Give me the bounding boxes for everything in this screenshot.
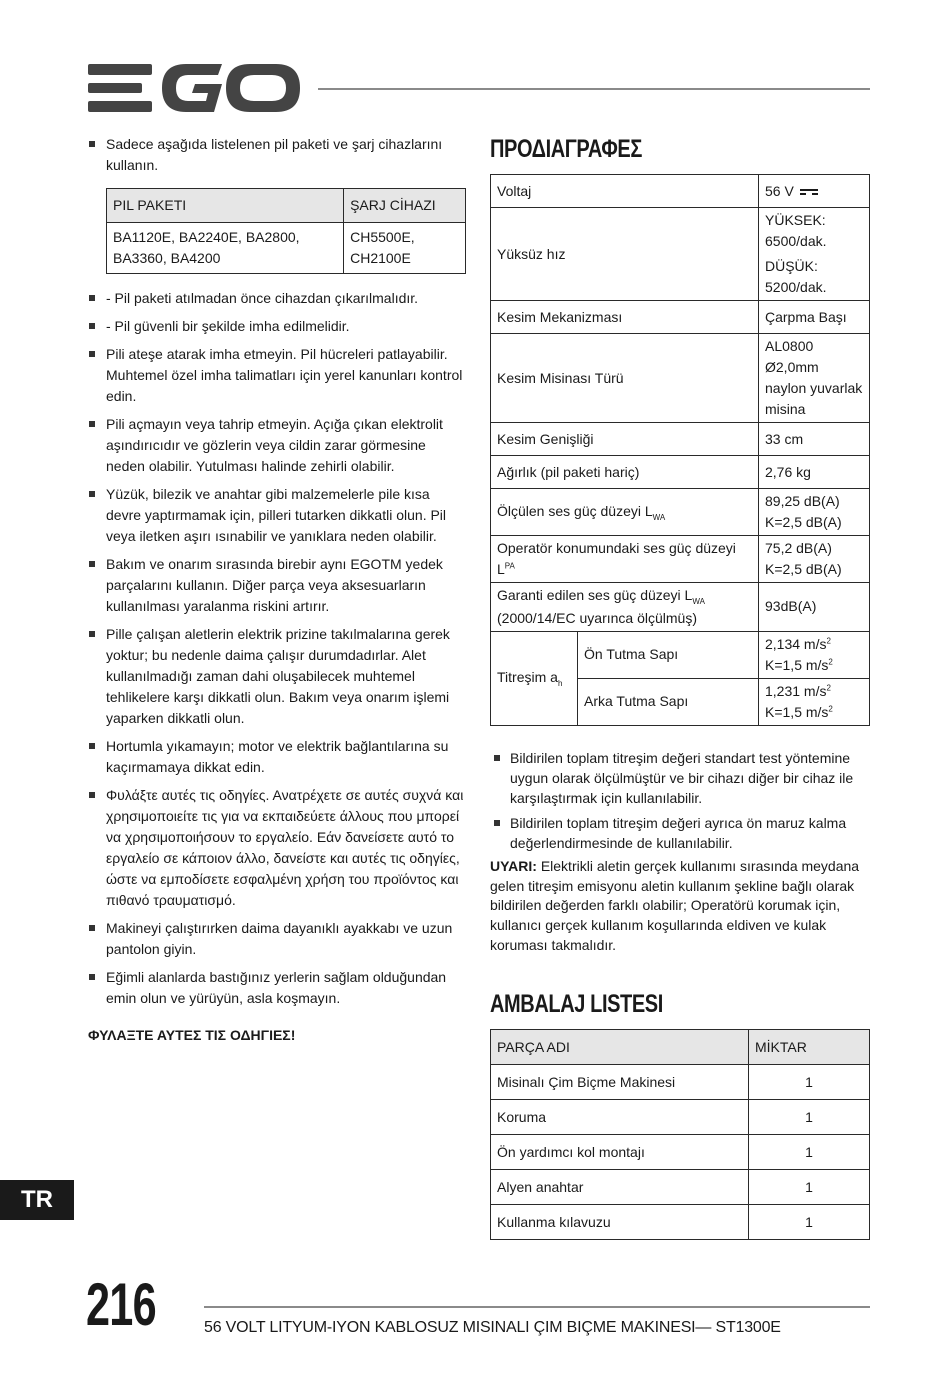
list-item: Φυλάξτε αυτές τις οδηγίες. Ανατρέχετε σε αυτές συχνά και χρησιμοποιείτε τις για να εκπαιδεύετε άλλους που μπορεί να χρησιμοποιήσουν το εργαλείο. Εάν δανείσετε αυτό το εργαλείο σε κάποιον άλλο, δανείστε και αυτές τις οδηγίες, ώστε να εμποδίσετε εσφαλμένη χρήση του προϊόντος και πιθανό τραυματισμό.: [88, 785, 468, 911]
spec-sublabel: Arka Tutma Sapı: [578, 678, 759, 725]
dc-symbol-icon: [800, 188, 818, 196]
list-item: - Pil paketi atılmadan önce cihazdan çıkarılmalıdır.: [88, 288, 468, 309]
spec-value: [759, 175, 870, 208]
part-qty: 1: [749, 1170, 870, 1205]
spec-value: [759, 631, 870, 678]
table-row: [491, 489, 870, 536]
warning-text: Elektrikli aletin gerçek kullanımı sırasında meydana gelen titreşim emisyonu aletin kullanım şekline bağlı olarak bildirilen değerden farklı olabilir; Operatörü korumak için, kullanıcı gerçek kullanım koşullarında eldiven ve kulak koruması takmalıdır.: [490, 858, 860, 953]
spec-value: [759, 536, 870, 583]
footer-title: 56 VOLT LITYUM-IYON KABLOSUZ MISINALI ÇIM BIÇME MAKINESI— ST1300E: [204, 1319, 781, 1336]
spec-value: 93dB(A): [759, 583, 870, 632]
vibration-rear-value: 1,231 m/s: [765, 682, 827, 699]
sound-power-uncertainty: K=2,5 dB(A): [765, 514, 842, 530]
packing-heading: AMBALAJ LISTESI: [490, 990, 663, 1019]
header-rule: [318, 88, 870, 90]
table-row: [491, 1100, 870, 1135]
operator-sound-label: Operatör konumundaki ses güç düzeyi L: [497, 540, 736, 577]
specs-table: [490, 174, 870, 726]
part-name: Misinalı Çim Biçme Makinesi: [491, 1065, 749, 1100]
table-row: [491, 423, 870, 456]
table-header-cell: MİKTAR: [749, 1030, 870, 1065]
list-item: Eğimli alanlarda bastığınız yerlerin sağlam olduğundan emin olun ve yürüyün, asla koşmayın.: [88, 967, 468, 1009]
part-qty: 1: [749, 1065, 870, 1100]
spec-value: Çarpma Başı: [759, 301, 870, 334]
vibration-rear-uncertainty: K=1,5 m/s: [765, 703, 829, 720]
list-item: Pille çalışan aletlerin elektrik prizine takılmalarına gerek yoktur; bu nedenle daima çalışır durumdadırlar. Alet kullanılmadığı zaman dahi oluşabilecek muhtemel tehlikelere karşı dikkatli olun. Bakım veya onarım işlemi yaparken dikkatli olun.: [88, 624, 468, 729]
save-instructions: ΦΥΛΑΞΤΕ ΑΥΤΕΣ ΤΙΣ ΟΔΗΓΙΕΣ!: [88, 1027, 296, 1043]
spec-label: [491, 583, 759, 632]
spec-value: 2,76 kg: [759, 456, 870, 489]
table-header-row: [107, 189, 466, 223]
table-row: [491, 1170, 870, 1205]
spec-label: [491, 536, 759, 583]
part-name: Ön yardımcı kol montajı: [491, 1135, 749, 1170]
table-row: [491, 334, 870, 423]
list-item: - Pil güvenli bir şekilde imha edilmelidir.: [88, 316, 468, 337]
superscript: 2: [828, 657, 833, 667]
sound-power-value: 89,25 dB(A): [765, 493, 840, 509]
part-name: Kullanma kılavuzu: [491, 1205, 749, 1240]
list-item: Pili açmayın veya tahrip etmeyin. Açığa çıkan elektrolit aşındırıcıdır ve gözlerin veya cildin zarar görmesine neden olabilir. Yutulması halinde zehirli olabilir.: [88, 414, 468, 477]
part-qty: 1: [749, 1205, 870, 1240]
spec-label: Kesim Genişliği: [491, 423, 759, 456]
spec-label: Kesim Mekanizması: [491, 301, 759, 334]
warning-paragraph: [490, 857, 870, 955]
packing-table: [490, 1029, 870, 1240]
table-row: [491, 208, 870, 301]
table-row: [491, 301, 870, 334]
spec-notes: [490, 748, 870, 853]
charger-models: CH5500E, CH2100E: [344, 223, 466, 274]
spec-label: Ağırlık (pil paketi hariç): [491, 456, 759, 489]
table-row: [491, 583, 870, 632]
list-item: Bildirilen toplam titreşim değeri standart test yöntemine uygun olarak ölçülmüştür ve bir cihazı diğer bir cihaz ile karşılaştırmak için kullanılabilir.: [490, 748, 870, 809]
ego-logo: [88, 62, 300, 114]
part-qty: 1: [749, 1100, 870, 1135]
specs-heading: ΠΡΟΔΙΑΓΡΑΦΕΣ: [490, 135, 642, 163]
spec-sublabel: Ön Tutma Sapı: [578, 631, 759, 678]
speed-low: DÜŞÜK: 5200/dak.: [765, 258, 827, 295]
battery-models: BA1120E, BA2240E, BA2800, BA3360, BA4200: [107, 223, 344, 274]
superscript: 2: [828, 704, 833, 714]
list-item: Yüzük, bilezik ve anahtar gibi malzemelerle pile kısa devre yaptırmamak için, pilleri tutarken dikkatli olun. Pil veya iletken aşırı ısınabilir ve yanıklara neden olabilir.: [88, 484, 468, 547]
superscript: PA: [504, 561, 515, 571]
subscript: WA: [692, 596, 705, 606]
safety-list: [88, 288, 468, 1009]
spec-label: [491, 631, 578, 725]
spec-label: [491, 489, 759, 536]
vibration-front-value: 2,134 m/s: [765, 635, 827, 652]
table-row: [107, 223, 466, 274]
left-column: [88, 134, 468, 1046]
operator-sound-value: 75,2 dB(A): [765, 540, 832, 556]
voltage-value: 56 V: [765, 182, 794, 199]
spec-value: [759, 678, 870, 725]
vibration-label: Titreşim a: [497, 668, 558, 685]
intro-list: [88, 134, 468, 176]
right-column: [490, 134, 870, 1240]
vibration-front-uncertainty: K=1,5 m/s: [765, 656, 829, 673]
table-row: [491, 456, 870, 489]
guaranteed-sound-note: (2000/14/EC uyarınca ölçülmüş): [497, 609, 697, 626]
operator-sound-uncertainty: K=2,5 dB(A): [765, 561, 842, 577]
list-item: Bildirilen toplam titreşim değeri ayrıca ön maruz kalma değerlendirmesinde de kullanılabilir.: [490, 813, 870, 854]
list-item: Makineyi çalıştırırken daima dayanıklı ayakkabı ve uzun pantolon giyin.: [88, 918, 468, 960]
guaranteed-sound-label: Garanti edilen ses güç düzeyi L: [497, 587, 693, 603]
superscript: 2: [826, 683, 831, 693]
spec-value: [759, 208, 870, 301]
table-header-row: [491, 1030, 870, 1065]
page-number: 216: [86, 1271, 156, 1338]
table-row: [491, 1065, 870, 1100]
list-item: Hortumla yıkamayın; motor ve elektrik bağlantılarına su kaçırmamaya dikkat edin.: [88, 736, 468, 778]
table-header-cell: ŞARJ CİHAZI: [344, 189, 466, 223]
table-row: [491, 631, 870, 678]
superscript: 2: [826, 636, 831, 646]
part-name: Alyen anahtar: [491, 1170, 749, 1205]
warning-label: UYARI:: [490, 858, 537, 875]
spec-value: 33 cm: [759, 423, 870, 456]
list-item: Sadece aşağıda listelenen pil paketi ve şarj cihazlarını kullanın.: [88, 134, 468, 176]
part-qty: 1: [749, 1135, 870, 1170]
battery-charger-table: [106, 188, 466, 274]
table-row: [491, 536, 870, 583]
subscript: WA: [652, 512, 666, 522]
subscript: h: [557, 678, 563, 688]
table-row: [491, 1205, 870, 1240]
table-header-cell: PARÇA ADI: [491, 1030, 749, 1065]
list-item: Bakım ve onarım sırasında birebir aynı EGOTM yedek parçalarını kullanın. Diğer parça veya aksesuarların kullanılması yaralanma riskini artırır.: [88, 554, 468, 617]
list-item: Pili ateşe atarak imha etmeyin. Pil hücreleri patlayabilir. Muhtemel özel imha talimatları için yerel kanunları kontrol edin.: [88, 344, 468, 407]
spec-label: Voltaj: [491, 175, 759, 208]
speed-high: YÜKSEK: 6500/dak.: [765, 212, 827, 249]
spec-label: Yüksüz hız: [491, 208, 759, 301]
table-row: [491, 1135, 870, 1170]
spec-value: [759, 489, 870, 536]
part-name: Koruma: [491, 1100, 749, 1135]
table-header-cell: PIL PAKETI: [107, 189, 344, 223]
table-row: [491, 175, 870, 208]
spec-label: Kesim Misinası Türü: [491, 334, 759, 423]
sound-power-label: Ölçülen ses güç düzeyi L: [497, 502, 653, 519]
footer-rule: [204, 1306, 870, 1308]
language-tab: TR: [0, 1180, 74, 1220]
spec-value: AL0800 Ø2,0mm naylon yuvarlak misina: [759, 334, 870, 423]
